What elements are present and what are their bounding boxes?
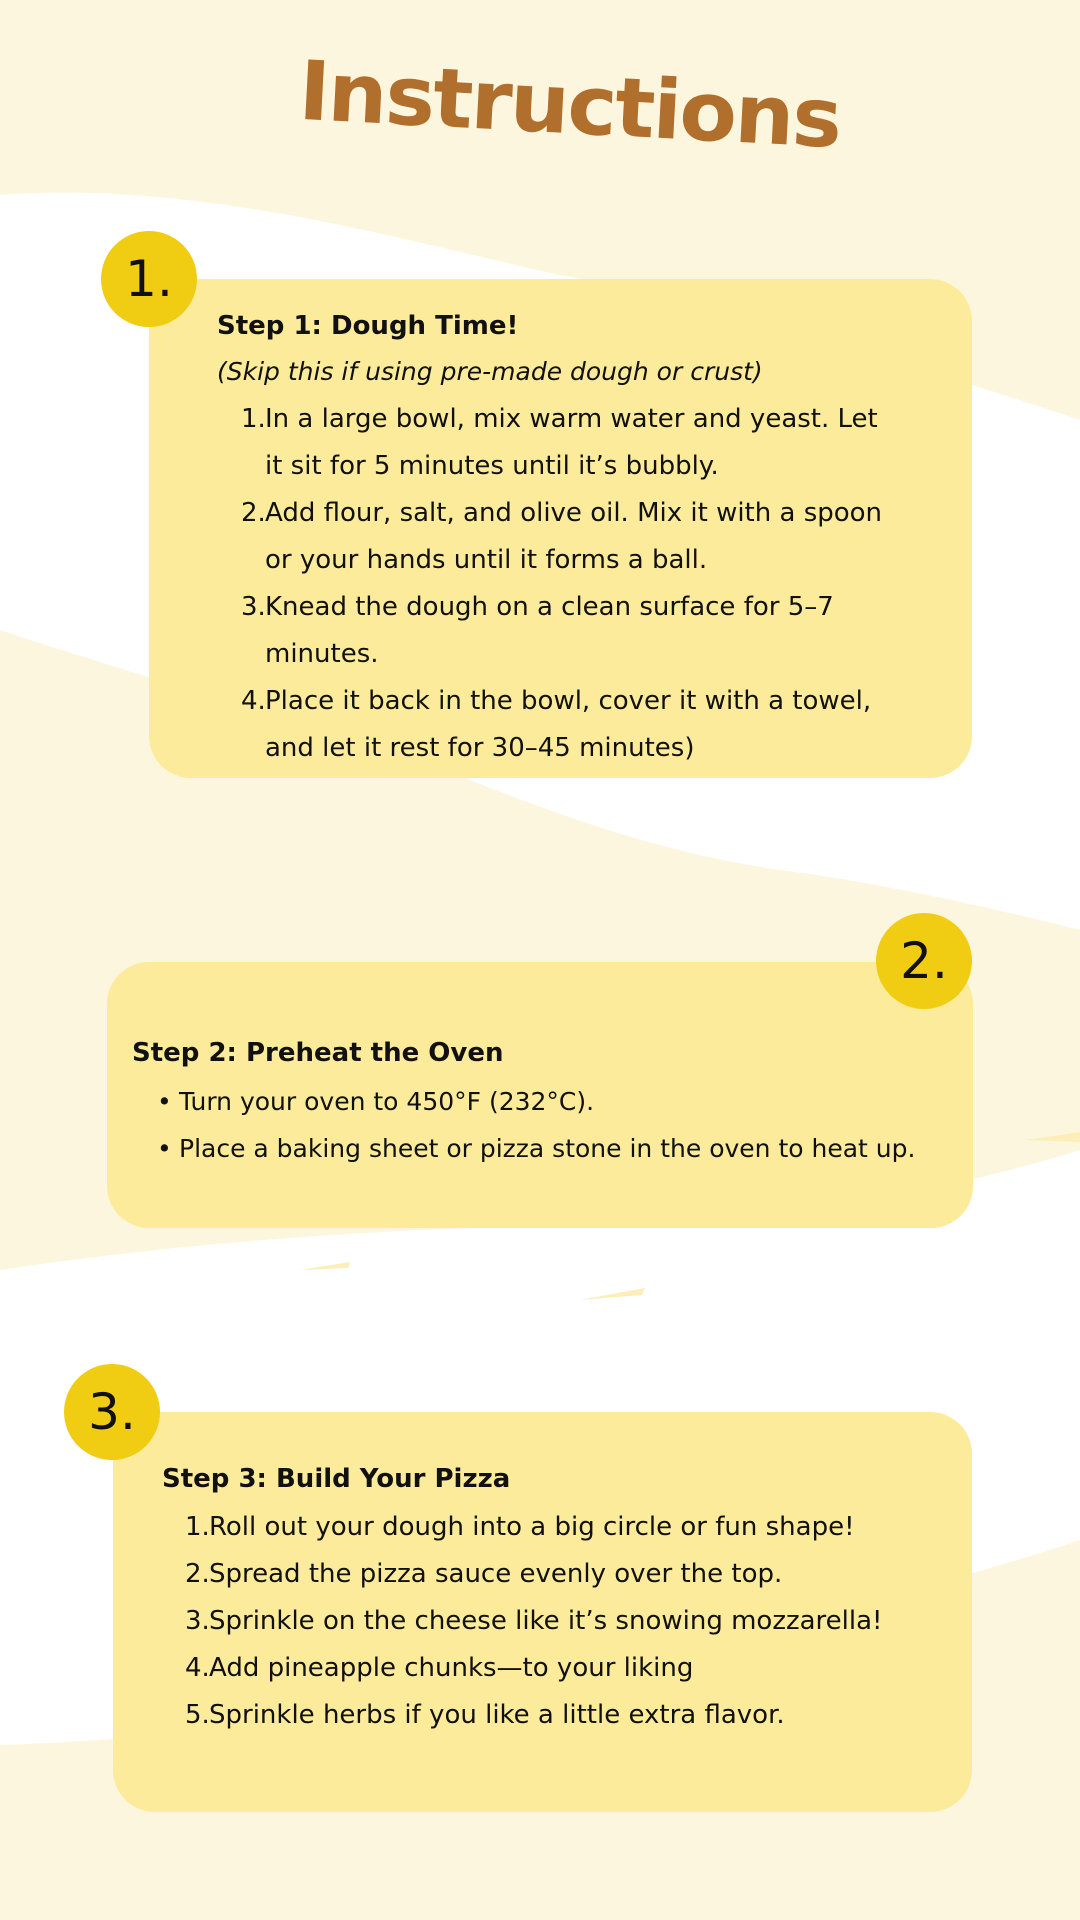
item-text: Sprinkle herbs if you like a little extra flavor. [209, 1700, 785, 1730]
item-number: 2. [241, 498, 266, 528]
item-text: and let it rest for 30–45 minutes) [265, 733, 695, 763]
step-3-card [113, 1412, 972, 1812]
item-number: 3. [185, 1606, 210, 1636]
step-2-card [107, 962, 973, 1228]
step-1-list [241, 396, 945, 772]
list-item [157, 1125, 969, 1172]
list-item [241, 396, 945, 490]
page-title-container [0, 43, 1080, 168]
item-text: Roll out your dough into a big circle or fun shape! [209, 1512, 855, 1542]
list-item [157, 1078, 969, 1125]
item-text: Place a baking sheet or pizza stone in the oven to heat up. [179, 1134, 916, 1163]
item-text: or your hands until it forms a ball. [265, 545, 708, 575]
item-text: Place it back in the bowl, cover it with a towel, [265, 686, 872, 716]
item-text: Turn your oven to 450°F (232°C). [179, 1087, 595, 1116]
step-2-number-badge [876, 913, 972, 1009]
item-text: Add pineapple chunks—to your liking [209, 1653, 694, 1683]
list-item [241, 678, 945, 772]
list-item [185, 1551, 949, 1598]
item-number: 1. [185, 1512, 210, 1542]
item-text: minutes. [265, 639, 379, 669]
step-1-note: (Skip this if using pre-made dough or crust) [217, 357, 763, 386]
item-text: Knead the dough on a clean surface for 5–7 [265, 592, 834, 622]
step-3-badge-label: 3. [88, 1383, 136, 1441]
step-3-title: Step 3: Build Your Pizza [162, 1464, 511, 1494]
item-number: 4. [185, 1653, 210, 1683]
list-item [241, 490, 945, 584]
step-1-card [149, 279, 972, 778]
list-item [185, 1598, 949, 1645]
bullet-icon: • [157, 1087, 172, 1116]
page-title: Instructions [296, 43, 844, 168]
list-item [241, 584, 945, 678]
item-text: In a large bowl, mix warm water and yeast. Let [265, 404, 878, 434]
item-text: Add flour, salt, and olive oil. Mix it with a spoon [265, 498, 883, 528]
list-item [185, 1645, 949, 1692]
item-number: 5. [185, 1700, 210, 1730]
step-2-title: Step 2: Preheat the Oven [132, 1038, 504, 1068]
step-2-badge-label: 2. [900, 932, 948, 990]
item-number: 1. [241, 404, 266, 434]
bullet-icon: • [157, 1134, 172, 1163]
item-number: 3. [241, 592, 266, 622]
step-3-number-badge [64, 1364, 160, 1460]
item-text: Spread the pizza sauce evenly over the top. [209, 1559, 783, 1589]
item-text: it sit for 5 minutes until it’s bubbly. [265, 451, 719, 481]
step-2-list [157, 1078, 969, 1172]
step-3-list [185, 1504, 949, 1739]
item-text: Sprinkle on the cheese like it’s snowing mozzarella! [209, 1606, 883, 1636]
item-number: 4. [241, 686, 266, 716]
list-item [185, 1692, 949, 1739]
item-number: 2. [185, 1559, 210, 1589]
list-item [185, 1504, 949, 1551]
step-1-number-badge [101, 231, 197, 327]
step-1-badge-label: 1. [125, 250, 173, 308]
step-1-title: Step 1: Dough Time! [217, 311, 519, 341]
